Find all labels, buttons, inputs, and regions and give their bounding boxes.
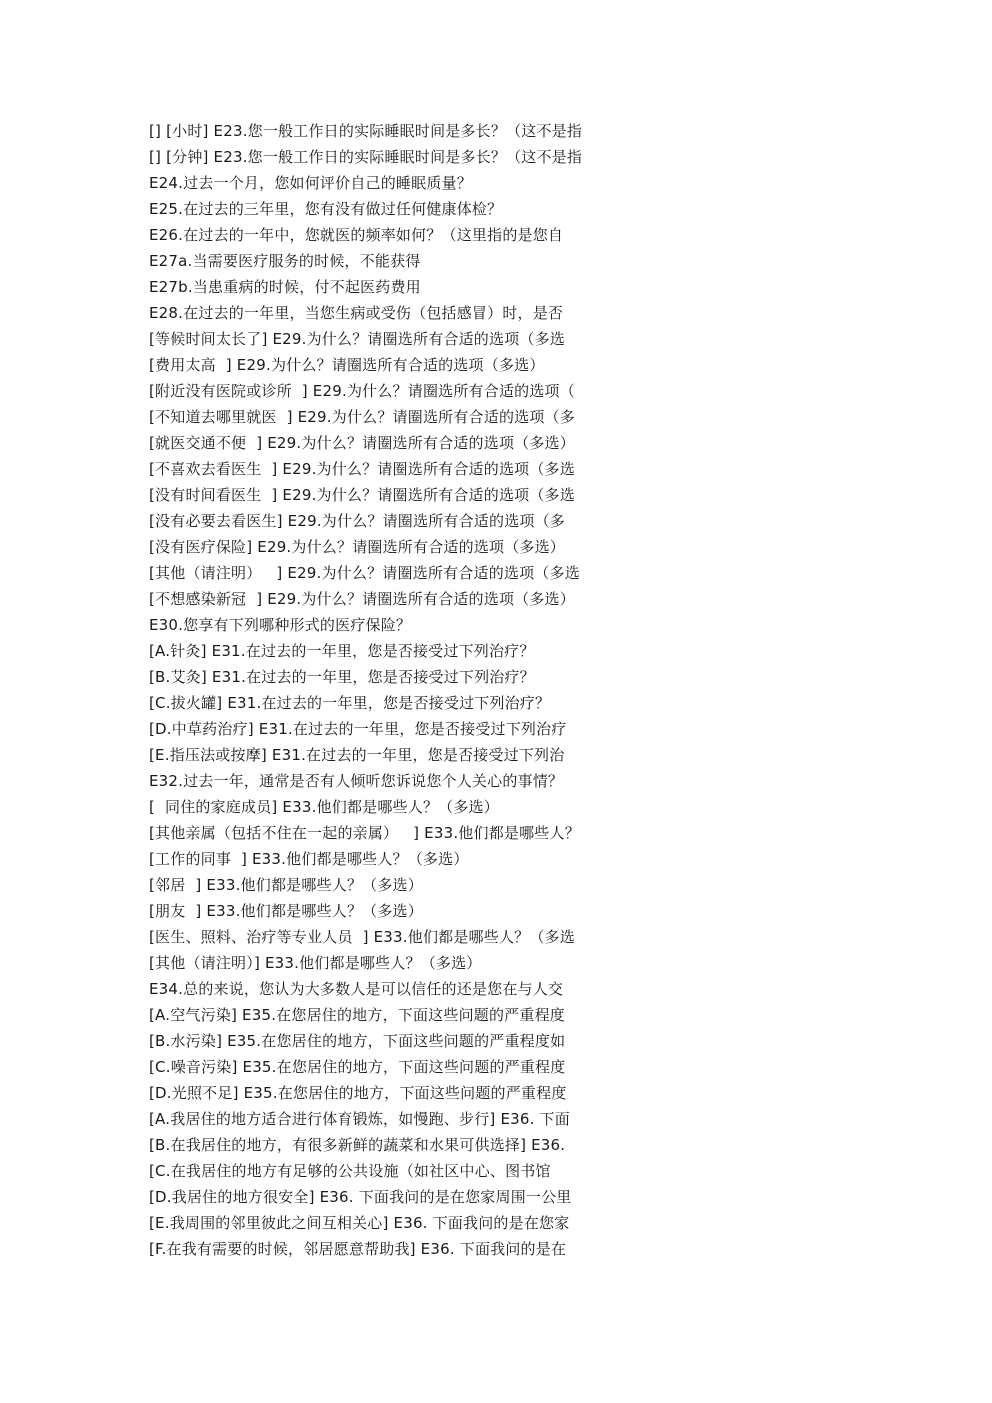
text-line: [等候时间太长了] E29.为什么？请圈选所有合适的选项（多选 xyxy=(149,330,566,348)
text-line: E28.在过去的一年里，当您生病或受伤（包括感冒）时，是否 xyxy=(149,304,564,322)
text-line: [E.指压法或按摩] E31.在过去的一年里，您是否接受过下列治 xyxy=(149,746,565,764)
text-line: [就医交通不便 ] E29.为什么？请圈选所有合适的选项（多选） xyxy=(149,434,575,452)
text-line: [B.在我居住的地方，有很多新鲜的蔬菜和水果可供选择] E36. xyxy=(149,1136,566,1154)
text-line: [C.噪音污染] E35.在您居住的地方，下面这些问题的严重程度 xyxy=(149,1058,566,1076)
text-line: [A.空气污染] E35.在您居住的地方，下面这些问题的严重程度 xyxy=(149,1006,565,1024)
text-line: [其他亲属（包括不住在一起的亲属） ] E33.他们都是哪些人？ xyxy=(149,824,580,842)
text-line: [不知道去哪里就医 ] E29.为什么？请圈选所有合适的选项（多 xyxy=(149,408,575,426)
text-line: [没有必要去看医生] E29.为什么？请圈选所有合适的选项（多 xyxy=(149,512,566,530)
text-line: E27a.当需要医疗服务的时候，不能获得 xyxy=(149,252,421,270)
text-line: [附近没有医院或诊所 ] E29.为什么？请圈选所有合适的选项（ xyxy=(149,382,575,400)
text-line: E32.过去一年，通常是否有人倾听您诉说您个人关心的事情？ xyxy=(149,772,564,790)
text-line: [不喜欢去看医生 ] E29.为什么？请圈选所有合适的选项（多选 xyxy=(149,460,575,478)
text-line: [C.拔火罐] E31.在过去的一年里，您是否接受过下列治疗？ xyxy=(149,694,551,712)
text-line: [不想感染新冠 ] E29.为什么？请圈选所有合适的选项（多选） xyxy=(149,590,575,608)
text-line: [朋友 ] E33.他们都是哪些人？（多选） xyxy=(149,902,423,920)
text-line: [] [小时] E23.您一般工作日的实际睡眠时间是多长？（这不是指 xyxy=(149,122,583,140)
text-line: [D.我居住的地方很安全] E36. 下面我问的是在您家周围一公里 xyxy=(149,1188,572,1206)
text-line: [E.我周围的邻里彼此之间互相关心] E36. 下面我问的是在您家 xyxy=(149,1214,570,1232)
text-line: E24.过去一个月，您如何评价自己的睡眠质量？ xyxy=(149,174,472,192)
text-line: E25.在过去的三年里，您有没有做过任何健康体检？ xyxy=(149,200,503,218)
text-line: [医生、照料、治疗等专业人员 ] E33.他们都是哪些人？（多选 xyxy=(149,928,575,946)
text-line: [费用太高 ] E29.为什么？请圈选所有合适的选项（多选） xyxy=(149,356,545,374)
text-line: [没有医疗保险] E29.为什么？请圈选所有合适的选项（多选） xyxy=(149,538,566,556)
text-line: [A.针灸] E31.在过去的一年里，您是否接受过下列治疗？ xyxy=(149,642,535,660)
text-line: [工作的同事 ] E33.他们都是哪些人？（多选） xyxy=(149,850,469,868)
text-line: [A.我居住的地方适合进行体育锻炼，如慢跑、步行] E36. 下面 xyxy=(149,1110,570,1128)
text-line: [F.在我有需要的时候，邻居愿意帮助我] E36. 下面我问的是在 xyxy=(149,1240,567,1258)
questionnaire-text xyxy=(149,118,629,1262)
text-line: [其他（请注明） ] E29.为什么？请圈选所有合适的选项（多选 xyxy=(149,564,580,582)
text-line: E27b.当患重病的时候，付不起医药费用 xyxy=(149,278,421,296)
text-line: [B.艾灸] E31.在过去的一年里，您是否接受过下列治疗？ xyxy=(149,668,535,686)
text-line: [没有时间看医生 ] E29.为什么？请圈选所有合适的选项（多选 xyxy=(149,486,575,504)
text-line: E30.您享有下列哪种形式的医疗保险？ xyxy=(149,616,412,634)
text-line: [C.在我居住的地方有足够的公共设施（如社区中心、图书馆 xyxy=(149,1162,551,1180)
text-line: [B.水污染] E35.在您居住的地方，下面这些问题的严重程度如 xyxy=(149,1032,566,1050)
text-line: [D.光照不足] E35.在您居住的地方，下面这些问题的严重程度 xyxy=(149,1084,567,1102)
text-line: E26.在过去的一年中，您就医的频率如何？（这里指的是您自 xyxy=(149,226,564,244)
text-line: [D.中草药治疗] E31.在过去的一年里，您是否接受过下列治疗 xyxy=(149,720,567,738)
text-line: [其他（请注明）] E33.他们都是哪些人？（多选） xyxy=(149,954,482,972)
text-line: [邻居 ] E33.他们都是哪些人？（多选） xyxy=(149,876,423,894)
text-line: [] [分钟] E23.您一般工作日的实际睡眠时间是多长？（这不是指 xyxy=(149,148,583,166)
text-line: E34.总的来说，您认为大多数人是可以信任的还是您在与人交 xyxy=(149,980,564,998)
text-line: [ 同住的家庭成员] E33.他们都是哪些人？（多选） xyxy=(149,798,499,816)
